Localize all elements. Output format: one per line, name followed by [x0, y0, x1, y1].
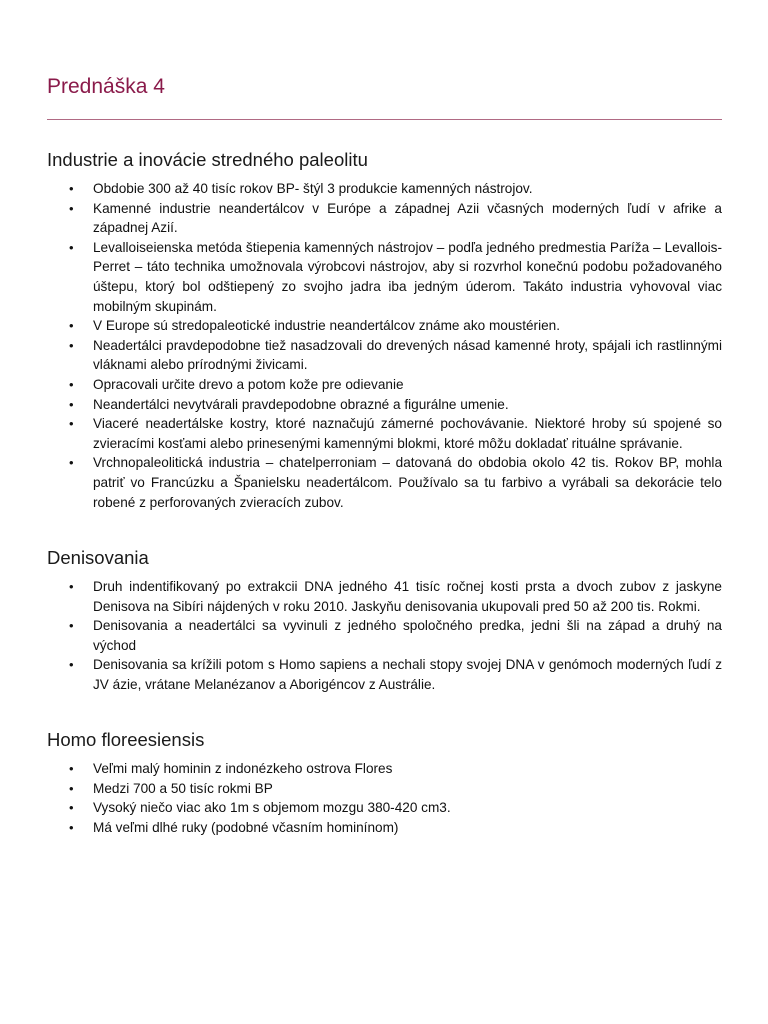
list-item — [47, 577, 722, 616]
list-item-text: Neadertálci pravdepodobne tiež nasadzovali do drevených násad kamenné hroty, spájali ich rastlinnými vláknami alebo prírodnými živicami. — [93, 337, 722, 373]
bullet-marker: • — [69, 337, 74, 353]
bullet-marker: • — [69, 579, 74, 594]
bullet-marker: • — [69, 318, 74, 334]
list-item — [47, 179, 722, 199]
section-denisovans — [47, 547, 722, 695]
list-item — [47, 818, 722, 838]
bullet-marker: • — [69, 416, 74, 432]
list-item-text: Neandertálci nevytvárali pravdepodobne obrazné a figurálne umenie. — [93, 396, 509, 412]
bullet-marker: • — [69, 200, 74, 216]
bullet-list — [47, 577, 722, 695]
section-heading: Homo floreesiensis — [47, 729, 205, 750]
list-item-text: Obdobie 300 až 40 tisíc rokov BP- štýl 3 produkcie kamenných nástrojov. — [93, 181, 533, 196]
list-item — [47, 336, 722, 375]
list-item-text: V Europe sú stredopaleotické industrie neandertálcov známe ako moustérien. — [93, 318, 560, 334]
list-item-text: Veľmi malý hominin z indonézkeho ostrova Flores — [93, 761, 393, 776]
bullet-marker: • — [69, 396, 74, 412]
list-item-text: Medzi 700 a 50 tisíc rokmi BP — [93, 780, 273, 796]
list-item-text: Kamenné industrie neandertálcov v Európe a západnej Azii včasných moderných ľudí v afrike a západnej Azií. — [93, 200, 722, 236]
bullet-marker: • — [69, 239, 74, 255]
list-item — [47, 453, 722, 512]
section-middle-paleolithic — [47, 149, 722, 512]
bullet-marker: • — [69, 819, 74, 835]
list-item — [47, 798, 722, 818]
bullet-marker: • — [69, 455, 74, 471]
page-title: Prednáška 4 — [47, 75, 165, 98]
list-item-text: Vrchnopaleolitická industria – chatelperroniam – datovaná do obdobia okolo 42 tis. Rokov BP, mohla patriť vo Francúzku a Španielsku neadertálcom. Používalo sa tu farbivo a vyrábali sa dekorácie telo robené z perforovaných zvieracích zubov. — [93, 455, 722, 510]
list-item-text: Denisovania sa krížili potom s Homo sapiens a nechali stopy svojej DNA v genómoch moderných ľudí z JV ázie, vrátane Melanézanov a Aborigéncov z Austrálie. — [93, 657, 722, 692]
list-item — [47, 779, 722, 799]
list-item-text: Druh indentifikovaný po extrakcii DNA jedného 41 tisíc ročnej kosti prsta a dvoch zubov z jaskyne Denisova na Sibíri nájdených v roku 2010. Jaskyňu denisovania ukupovali pred 50 až 200 tis. Rokmi. — [93, 579, 722, 614]
section-heading: Industrie a inovácie stredného paleolitu — [47, 149, 368, 170]
list-item — [47, 655, 722, 694]
list-item-text: Viaceré neadertálske kostry, ktoré naznačujú zámerné pochovávanie. Niektoré hroby sú spojené so zvieracími kosťami alebo prinesenými kamennými blokmi, ktoré môžu dokladať rituálne správanie. — [93, 416, 722, 451]
list-item-text: Denisovania a neadertálci sa vyvinuli z jedného spoločného predka, jedni šli na západ a druhý na východ — [93, 618, 722, 653]
list-item-text: Opracovali určite drevo a potom kože pre odievanie — [93, 376, 404, 392]
list-item — [47, 759, 722, 779]
section-homo-floresiensis — [47, 729, 722, 837]
bullet-marker: • — [69, 800, 74, 816]
bullet-marker: • — [69, 761, 74, 776]
list-item — [47, 316, 722, 336]
list-item-text: Vysoký niečo viac ako 1m s objemom mozgu 380-420 cm3. — [93, 800, 451, 816]
list-item — [47, 199, 722, 238]
bullet-list — [47, 759, 722, 837]
list-item — [47, 238, 722, 316]
bullet-list — [47, 179, 722, 512]
list-item — [47, 375, 722, 395]
title-divider — [47, 119, 722, 120]
list-item — [47, 414, 722, 453]
bullet-marker: • — [69, 181, 74, 196]
list-item-text: Má veľmi dlhé ruky (podobné včasním hominínom) — [93, 819, 399, 835]
list-item — [47, 395, 722, 415]
bullet-marker: • — [69, 618, 74, 634]
bullet-marker: • — [69, 376, 74, 392]
list-item-text: Levalloiseienska metóda štiepenia kamenných nástrojov – podľa jedného predmestia Paríža – Levallois- Perret – táto technika umožnovala výrobcovi nástrojov, aby si rozvrhol konečnú podobu požadovaného úštepu, ktorý bol odštiepený zo svojho jadra iba jedným úderom. Takáto industria vyhovoval viac mobilným skupinám. — [93, 239, 722, 314]
bullet-marker: • — [69, 657, 74, 673]
section-heading: Denisovania — [47, 547, 149, 568]
bullet-marker: • — [69, 780, 74, 796]
list-item — [47, 616, 722, 655]
